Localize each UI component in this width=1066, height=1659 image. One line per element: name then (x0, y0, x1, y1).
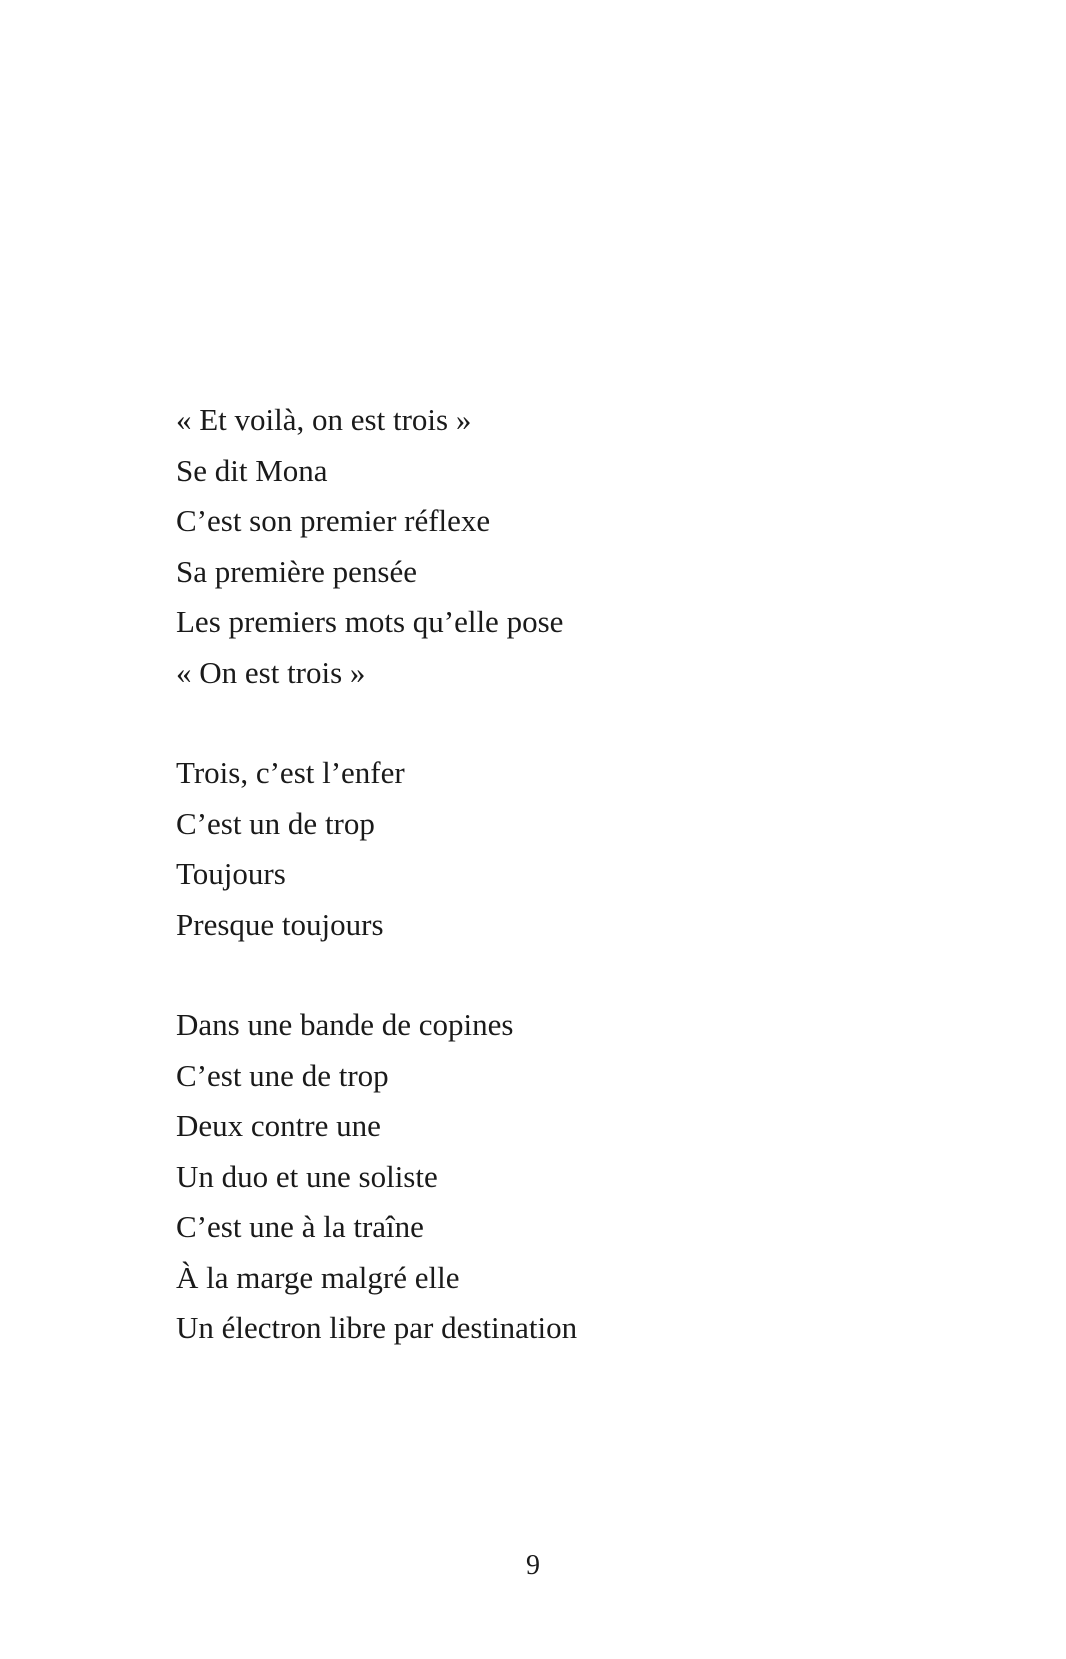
poem-line: C’est une de trop (176, 1057, 389, 1093)
poem-line: Deux contre une (176, 1108, 381, 1143)
poem-line: Dans une bande de copines (176, 1007, 514, 1042)
stanza-3 (176, 1000, 936, 1354)
poem-line: Un duo et une soliste (176, 1158, 438, 1194)
poem-line: Se dit Mona (176, 452, 328, 488)
stanza-1 (176, 395, 936, 698)
poem-line: Sa première pensée (176, 553, 417, 589)
poem-line: « Et voilà, on est trois » (176, 402, 472, 437)
poem (176, 395, 936, 1404)
poem-line: C’est un de trop (176, 805, 375, 841)
poem-line: Toujours (176, 856, 286, 891)
poem-line: Un électron libre par destination (176, 1310, 578, 1345)
poem-line: « On est trois » (176, 654, 366, 690)
poem-line: C’est une à la traîne (176, 1209, 424, 1244)
stanza-2 (176, 748, 936, 950)
poem-line: À la marge malgré elle (176, 1259, 460, 1295)
poem-line: Presque toujours (176, 906, 384, 942)
poem-line: Trois, c’est l’enfer (176, 755, 405, 790)
page-number: 9 (526, 1550, 540, 1581)
poem-line: C’est son premier réflexe (176, 503, 491, 538)
poem-line: Les premiers mots qu’elle pose (176, 604, 564, 639)
